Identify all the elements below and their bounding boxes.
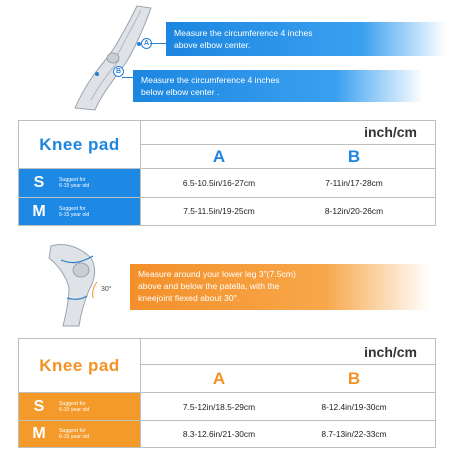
table-row (19, 169, 435, 198)
callout-b-line1: Measure the circumference 4 inches (141, 75, 280, 85)
size-table-knee (18, 338, 436, 448)
value-a: 6.5-10.5in/16-27cm (182, 178, 256, 188)
size-cell-m (19, 198, 141, 225)
value-a: 8.3-12.6in/21-30cm (182, 429, 256, 439)
callout-a-line1: Measure the circumference 4 inches (174, 28, 313, 38)
size-cell-s (19, 393, 141, 420)
marker-a: A (141, 38, 152, 49)
unit-label: inch/cm (141, 339, 435, 365)
callout-knee-line1: Measure around your lower leg 3"(7.5cm) (138, 269, 296, 279)
unit-label: inch/cm (141, 121, 435, 145)
callout-a-line2: above elbow center. (174, 40, 251, 50)
column-b-header: B (347, 369, 361, 388)
size-table-elbow (18, 120, 436, 226)
table-title: Knee pad (19, 339, 141, 392)
table-title: Knee pad (19, 121, 141, 168)
size-cell-m (19, 421, 141, 447)
knee-illustration (45, 238, 125, 328)
value-b: 8-12in/20-26cm (324, 206, 384, 216)
size-note: Suggest for 6-15 year old (59, 177, 90, 189)
size-letter: M (32, 425, 46, 442)
value-b: 8-12.4in/19-30cm (321, 402, 387, 412)
angle-label: 30° (101, 286, 112, 293)
column-a-header: A (212, 369, 226, 388)
size-letter: S (33, 397, 45, 415)
marker-b: B (113, 66, 124, 77)
table-header (19, 121, 435, 169)
column-b-header: B (347, 147, 361, 166)
value-a: 7.5-12in/18.5-29cm (182, 402, 256, 412)
table-row (19, 198, 435, 225)
value-b: 8.7-13in/22-33cm (321, 429, 387, 439)
value-a: 7.5-11.5in/19-25cm (183, 206, 255, 216)
callout-knee-line3: kneejoint flexed about 30°. (138, 293, 240, 303)
value-b: 7-11in/17-28cm (325, 178, 383, 188)
callout-below-elbow (133, 70, 423, 102)
table-header (19, 339, 435, 393)
size-note: Suggest for 6-15 year old (59, 428, 90, 440)
callout-b-line2: below elbow center . (141, 87, 220, 97)
callout-knee (130, 264, 430, 310)
size-note: Suggest for 6-15 year old (59, 400, 90, 413)
column-a-header: A (212, 147, 226, 166)
size-letter: S (33, 174, 45, 191)
knee-drawing (45, 238, 125, 328)
table-row (19, 393, 435, 421)
callout-above-elbow (166, 22, 446, 56)
marker-b-dot (95, 72, 99, 76)
callout-knee-line2: above and below the patella, with the (138, 281, 280, 291)
size-note: Suggest for 6-15 year old (59, 205, 90, 218)
size-cell-s (19, 169, 141, 197)
table-row (19, 421, 435, 447)
size-letter: M (32, 202, 46, 220)
